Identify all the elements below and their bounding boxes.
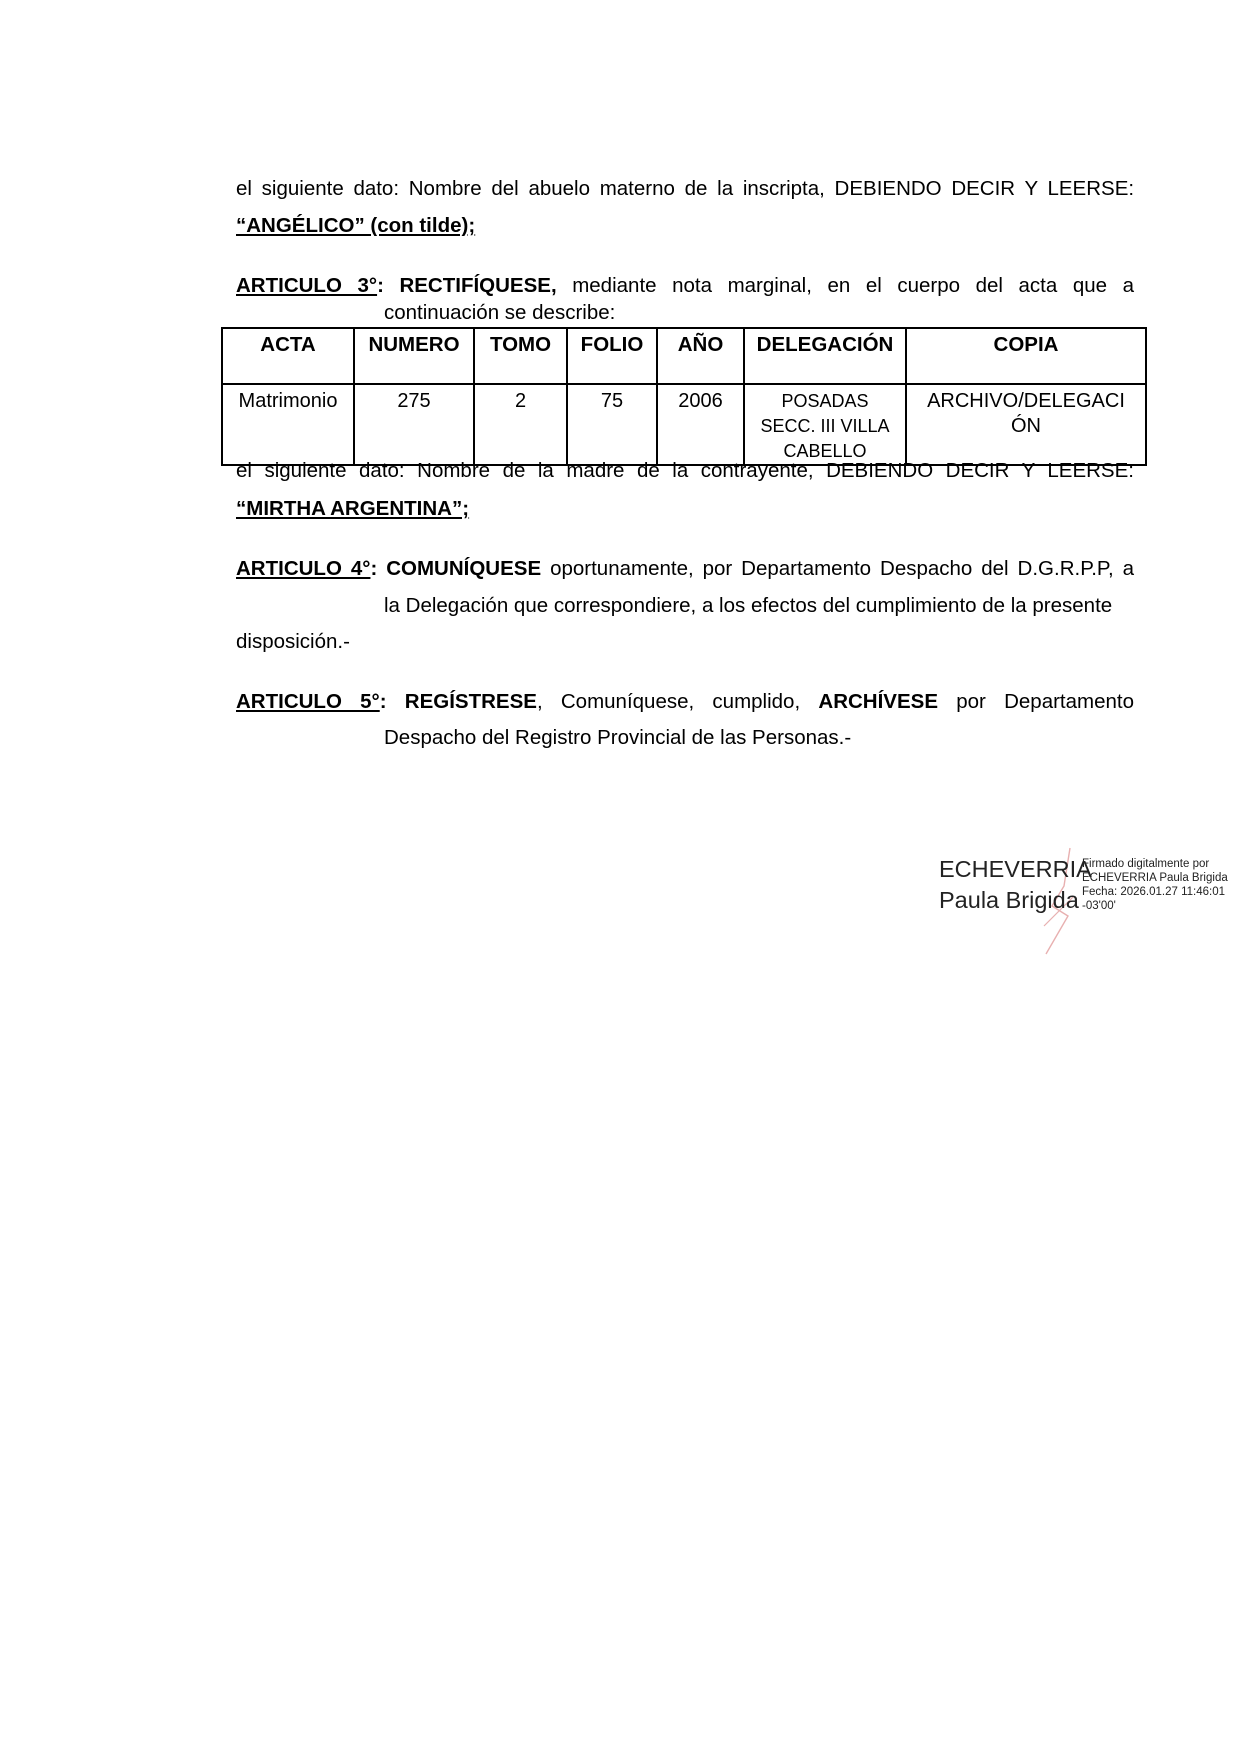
para2-quoted-name: “MIRTHA ARGENTINA”; — [236, 497, 470, 520]
art3-verb: RECTIFÍQUESE, — [399, 274, 557, 297]
cell-folio: 75 — [567, 384, 657, 465]
art4-line3: disposición.- — [236, 630, 350, 653]
cell-numero: 275 — [354, 384, 474, 465]
col-header-copia: COPIA — [906, 328, 1146, 384]
art3-line2: continuación se describe: — [384, 301, 616, 324]
actas-table — [221, 327, 1147, 466]
signature-metadata: Firmado digitalmente por ECHEVERRIA Paula Brigida Fecha: 2026.01.27 11:46:01 -03'00' — [1082, 858, 1228, 912]
table-header-row — [222, 328, 1146, 384]
cell-acta: Matrimonio — [222, 384, 354, 465]
cell-copia: ARCHIVO/DELEGACI ÓN — [906, 384, 1146, 465]
art4-heading: ARTICULO 4° — [236, 557, 371, 580]
col-header-anio: AÑO — [657, 328, 744, 384]
col-header-numero: NUMERO — [354, 328, 474, 384]
art5-line1: ARTICULO 5°: REGÍSTRESE, Comuníquese, cumplido, ARCHÍVESE por Departamento — [236, 690, 1134, 713]
col-header-delegacion: DELEGACIÓN — [744, 328, 906, 384]
art4-line1: ARTICULO 4°: COMUNÍQUESE oportunamente, por Departamento Despacho del D.G.R.P.P, a — [236, 557, 1134, 580]
col-header-folio: FOLIO — [567, 328, 657, 384]
signature-name: ECHEVERRIA Paula Brigida — [939, 856, 1092, 913]
table-row — [222, 384, 1146, 465]
col-header-acta: ACTA — [222, 328, 354, 384]
cell-delegacion: POSADAS SECC. III VILLA CABELLO — [744, 384, 906, 465]
para2-line1: el siguiente dato: Nombre de la madre de la contrayente, DEBIENDO DECIR Y LEERSE: — [236, 459, 1134, 482]
cell-tomo: 2 — [474, 384, 567, 465]
art3-line1: ARTICULO 3°: RECTIFÍQUESE, mediante nota marginal, en el cuerpo del acta que a — [236, 274, 1135, 297]
art4-verb: COMUNÍQUESE — [386, 557, 542, 580]
para1-line1: el siguiente dato: Nombre del abuelo materno de la inscripta, DEBIENDO DECIR Y LEERSE: — [236, 177, 1135, 200]
art5-line2: Despacho del Registro Provincial de las Personas.- — [384, 726, 852, 749]
cell-anio: 2006 — [657, 384, 744, 465]
para1-quoted-name: “ANGÉLICO” (con tilde); — [236, 214, 476, 237]
art5-verb-archivese: ARCHÍVESE — [818, 690, 938, 713]
art4-line2: la Delegación que correspondiere, a los efectos del cumplimiento de la presente — [384, 594, 1113, 617]
col-header-tomo: TOMO — [474, 328, 567, 384]
art3-heading: ARTICULO 3° — [236, 274, 378, 297]
art5-heading: ARTICULO 5° — [236, 690, 380, 713]
art5-verb-registrese: REGÍSTRESE — [404, 690, 537, 713]
